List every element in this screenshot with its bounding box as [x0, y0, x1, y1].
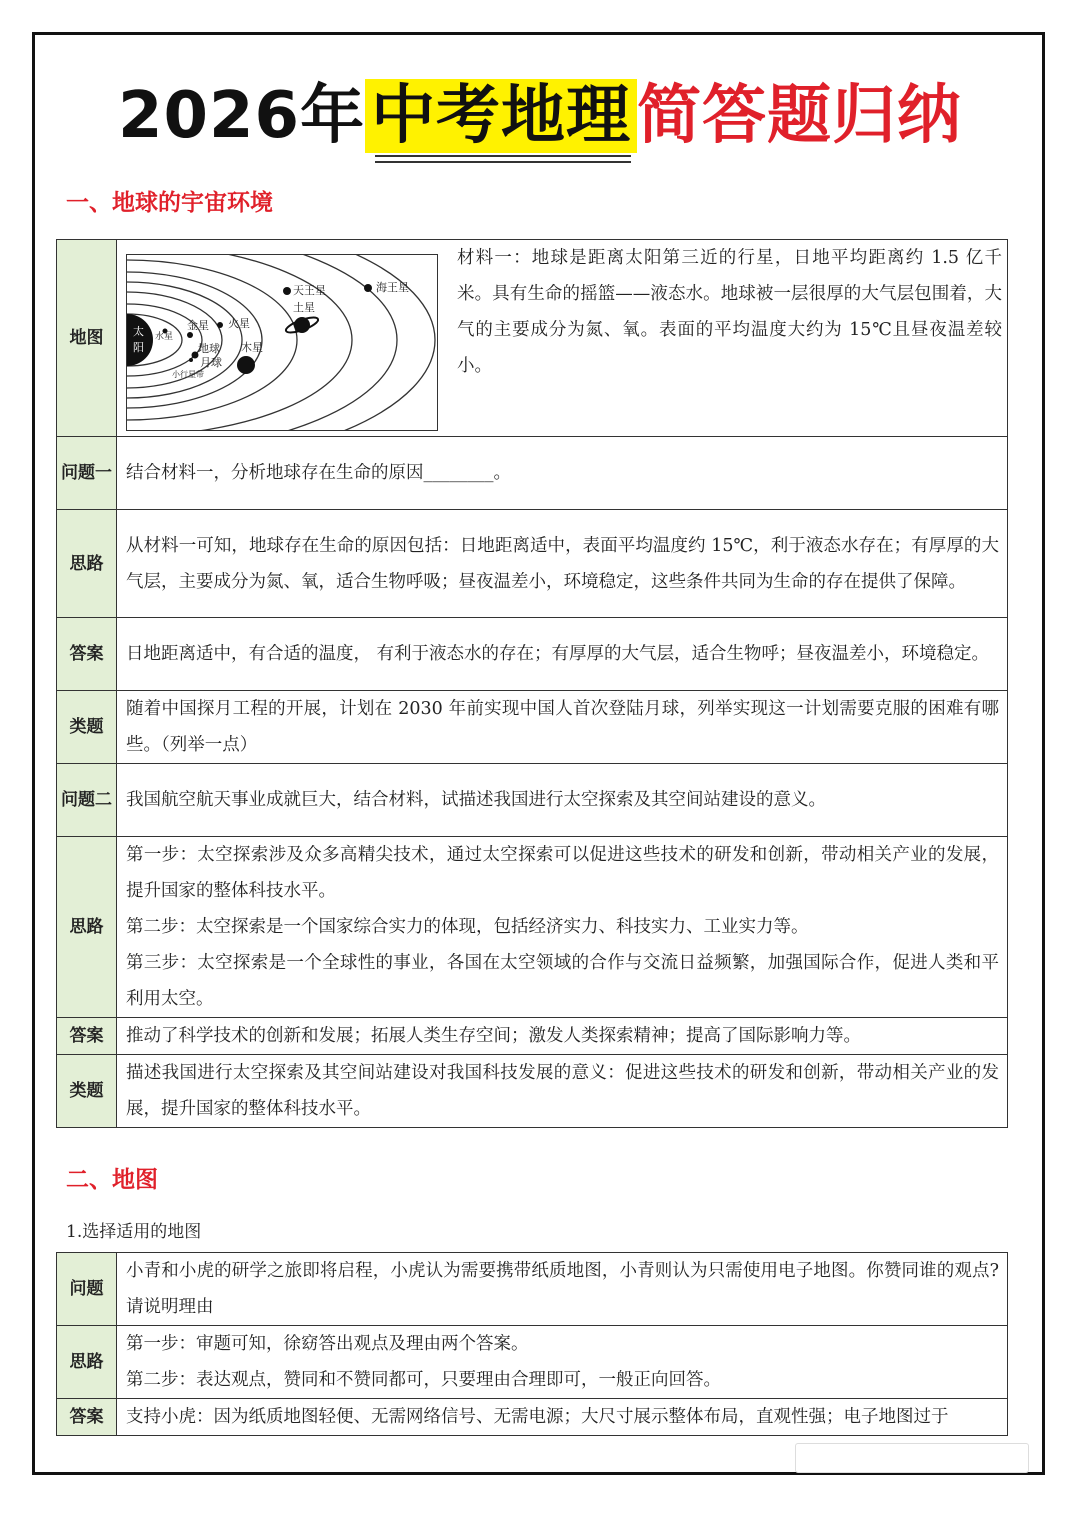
row-text: [117, 837, 1008, 1018]
solar-system-svg: [127, 255, 437, 430]
row-label: 思路: [57, 510, 117, 618]
label-neptune: 海王星: [376, 281, 409, 294]
label-sun-2: 阳: [133, 341, 144, 354]
title-highlight: 中考地理: [365, 79, 637, 153]
jupiter-dot: [237, 356, 255, 374]
page-title: [0, 76, 1080, 156]
section2-subheading: 1.选择适用的地图: [66, 1222, 202, 1242]
row-text: 小青和小虎的研学之旅即将启程，小虎认为需要携带纸质地图，小青则认为只需使用电子地图。你赞同谁的观点?请说明理由: [117, 1253, 1008, 1326]
step-line: 第二步：太空探索是一个国家综合实力的体现，包括经济实力、科技实力、工业实力等。: [126, 917, 809, 937]
material-text: 材料一：地球是距离太阳第三近的行星，日地平均距离约 1.5 亿千米。具有生命的摇篮——液态水。地球被一层很厚的大气层包围着，大气的主要成分为氮、氧。表面的平均温度大约为 15℃且昼夜温差较小。: [457, 248, 1002, 376]
label-jupiter: 木星: [241, 341, 263, 354]
row-label: 思路: [57, 1326, 117, 1399]
moon-dot: [189, 358, 193, 362]
label-venus: 金星: [187, 319, 209, 332]
row-text: 日地距离适中，有合适的温度， 有利于液态水的存在；有厚厚的大气层，适合生物呼；昼夜温差小，环境稳定。: [117, 618, 1008, 691]
table-row: [57, 1326, 1008, 1399]
row-text: 结合材料一，分析地球存在生命的原因________。: [117, 437, 1008, 510]
label-mars: 火星: [228, 317, 250, 330]
table-row: [57, 510, 1008, 618]
row-text: 随着中国探月工程的开展，计划在 2030 年前实现中国人首次登陆月球，列举实现这一计划需要克服的困难有哪些。（列举一点）: [117, 691, 1008, 764]
table-row: [57, 618, 1008, 691]
table-row: [57, 1055, 1008, 1128]
row-text: [117, 1326, 1008, 1399]
table-row: [57, 1253, 1008, 1326]
neptune-dot: [364, 284, 372, 292]
uranus-dot: [283, 287, 291, 295]
sun-shape: [127, 314, 153, 366]
section1-table: [56, 239, 1008, 1128]
section2-heading: 二、地图: [66, 1167, 158, 1193]
table-row: [57, 764, 1008, 837]
map-cell: [117, 240, 1008, 437]
row-label: 问题一: [57, 437, 117, 510]
section1-heading: 一、地球的宇宙环境: [66, 190, 273, 216]
section2-table: [56, 1252, 1008, 1436]
label-asteroids: 小行星带: [172, 370, 204, 379]
label-mercury: 水星: [155, 332, 174, 342]
solar-system-diagram: [126, 254, 438, 431]
table-row: [57, 437, 1008, 510]
row-label: 答案: [57, 1399, 117, 1436]
row-text: 从材料一可知，地球存在生命的原因包括：日地距离适中，表面平均温度约 15℃，利于液态水存在；有厚厚的大气层，主要成分为氮、氧，适合生物呼吸；昼夜温差小，环境稳定，这些条件共同为生命的存在提供了保障。: [117, 510, 1008, 618]
label-earth: 地球: [198, 342, 220, 355]
label-uranus: 天王星: [293, 284, 326, 297]
venus-dot: [187, 332, 193, 338]
table-row: [57, 240, 1008, 437]
step-line: 第三步：太空探索是一个全球性的事业，各国在太空领域的合作与交流日益频繁，加强国际合作，促进人类和平利用太空。: [126, 953, 999, 1009]
orbit-saturn: [127, 255, 352, 430]
table-row: [57, 1399, 1008, 1436]
step-line: 第一步：太空探索涉及众多高精尖技术，通过太空探索可以促进这些技术的研发和创新，带动相关产业的发展，提升国家的整体科技水平。: [126, 845, 999, 901]
row-text: 我国航空航天事业成就巨大，结合材料，试描述我国进行太空探索及其空间站建设的意义。: [117, 764, 1008, 837]
table-row: [57, 837, 1008, 1018]
row-text: 支持小虎：因为纸质地图轻便、无需网络信号、无需电源；大尺寸展示整体布局，直观性强；电子地图过于: [117, 1399, 1008, 1436]
step-line: 第一步：审题可知，徐窈答出观点及理由两个答案。: [126, 1334, 529, 1354]
label-saturn: 土星: [293, 301, 315, 314]
watermark-box: [795, 1443, 1029, 1473]
row-label: 类题: [57, 691, 117, 764]
step-line: 第二步：表达观点，赞同和不赞同都可，只要理由合理即可，一般正向回答。: [126, 1370, 721, 1390]
mars-dot: [217, 322, 223, 328]
row-label: 问题: [57, 1253, 117, 1326]
title-year: 2026年: [117, 79, 366, 153]
title-red: 简答题归纳: [637, 79, 963, 153]
row-text: 描述我国进行太空探索及其空间站建设对我国科技发展的意义：促进这些技术的研发和创新，带动相关产业的发展，提升国家的整体科技水平。: [117, 1055, 1008, 1128]
row-label: 类题: [57, 1055, 117, 1128]
row-label: 思路: [57, 837, 117, 1018]
row-label: 问题二: [57, 764, 117, 837]
row-label: 地图: [57, 240, 117, 437]
table-row: [57, 691, 1008, 764]
label-moon: 月球: [200, 356, 222, 369]
row-label: 答案: [57, 618, 117, 691]
row-label: 答案: [57, 1018, 117, 1055]
row-text: 推动了科学技术的创新和发展；拓展人类生存空间；激发人类探索精神；提高了国际影响力等。: [117, 1018, 1008, 1055]
table-row: [57, 1018, 1008, 1055]
label-sun: 太: [133, 325, 144, 338]
